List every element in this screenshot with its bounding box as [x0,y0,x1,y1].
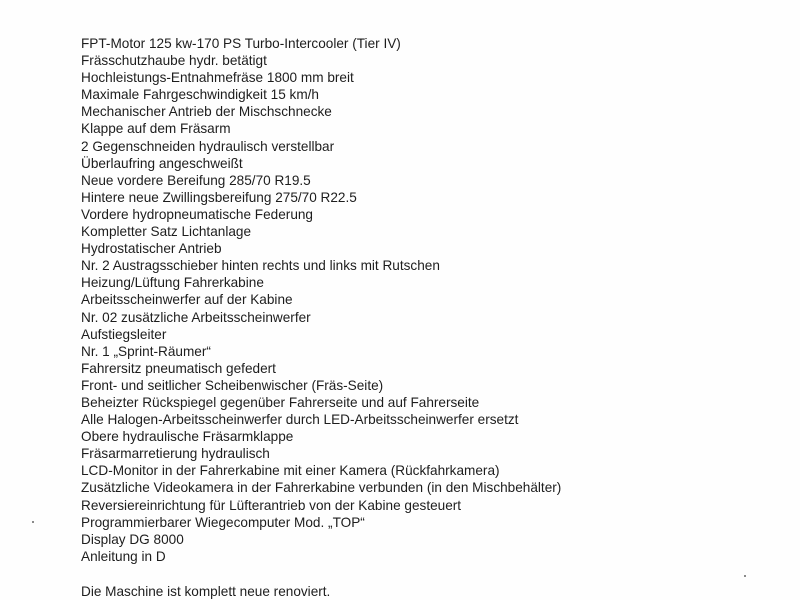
feature-line: Hochleistungs-Entnahmefräse 1800 mm breit [81,70,354,86]
feature-line: Hydrostatischer Antrieb [81,241,222,257]
feature-line: Nr. 1 „Sprint-Räumer“ [81,343,211,359]
feature-line: Obere hydraulische Fräsarmklappe [81,429,294,445]
feature-line: Alle Halogen-Arbeitsscheinwerfer durch LED-Arbeitsscheinwerfer ersetzt [81,412,519,428]
feature-line: Nr. 02 zusätzliche Arbeitsscheinwerfer [81,309,311,325]
feature-line: Programmierbarer Wiegecomputer Mod. „TOP“ [81,514,365,530]
feature-line: Überlaufring angeschweißt [81,155,243,171]
feature-line: Arbeitsscheinwerfer auf der Kabine [81,292,293,308]
feature-line: Aufstiegsleiter [81,326,167,342]
feature-line: LCD-Monitor in der Fahrerkabine mit einer Kamera (Rückfahrkamera) [81,463,500,479]
feature-line: Neue vordere Bereifung 285/70 R19.5 [81,172,311,188]
feature-line: 2 Gegenschneiden hydraulisch verstellbar [81,138,335,154]
feature-line: Nr. 2 Austragsschieber hinten rechts und links mit Rutschen [81,258,440,274]
feature-line: Mechanischer Antrieb der Mischschnecke [81,104,332,120]
feature-line: Hintere neue Zwillingsbereifung 275/70 R22.5 [81,189,357,205]
feature-line: Klappe auf dem Fräsarm [81,121,231,137]
feature-line: Beheizter Rückspiegel gegenüber Fahrerseite und auf Fahrerseite [81,394,480,410]
feature-line: Display DG 8000 [81,531,184,547]
feature-line: Reversiereinrichtung für Lüfterantrieb von der Kabine gesteuert [81,497,462,513]
feature-line: Kompletter Satz Lichtanlage [81,224,252,240]
scan-speck [744,575,746,577]
feature-line: Frässchutzhaube hydr. betätigt [81,53,267,69]
feature-line: FPT-Motor 125 kw-170 PS Turbo-Intercooler (Tier IV) [81,36,401,51]
feature-line: Anleitung in D [81,548,166,564]
feature-line: Front- und seitlicher Scheibenwischer (Fräs-Seite) [81,377,384,393]
feature-line: Fahrersitz pneumatisch gefedert [81,360,276,376]
feature-list [81,35,561,565]
feature-line: Maximale Fahrgeschwindigkeit 15 km/h [81,87,319,103]
feature-line: Fräsarmarretierung hydraulisch [81,446,270,462]
renovation-note: Die Maschine ist komplett neue renoviert. [81,584,331,599]
feature-line: Zusätzliche Videokamera in der Fahrerkabine verbunden (in den Mischbehälter) [81,480,562,496]
feature-line: Heizung/Lüftung Fahrerkabine [81,275,264,291]
feature-line: Vordere hydropneumatische Federung [81,206,313,222]
scan-speck [32,521,34,523]
